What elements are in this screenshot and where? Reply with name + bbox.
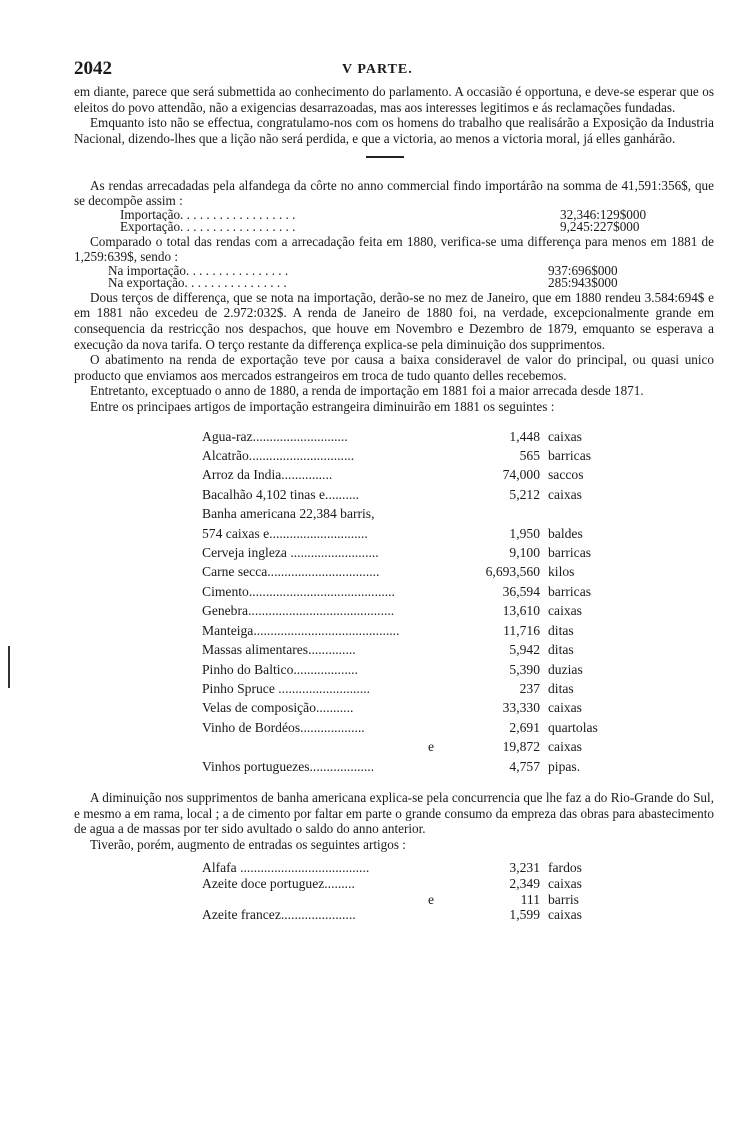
- article-name: Pinho Spruce ...........................: [202, 680, 371, 696]
- article-unit: kilos: [548, 564, 575, 580]
- article-name: Cerveja ingleza ..........................: [202, 545, 379, 561]
- article-name: Massas alimentares..............: [202, 642, 356, 658]
- revenue-row: [74, 221, 714, 233]
- revenue-label: Importação. . . . . . . . . . . . . . . . . .: [120, 209, 296, 222]
- revenue-label: Exportação. . . . . . . . . . . . . . . . . .: [120, 221, 296, 234]
- article-amount: [442, 504, 540, 523]
- article-unit: caixas: [548, 486, 582, 502]
- table-row: [202, 524, 714, 543]
- page-header: [74, 58, 714, 84]
- article-amount: 3,231: [509, 860, 540, 876]
- table-row: [202, 562, 714, 581]
- article-unit: caixas: [548, 700, 582, 716]
- article-unit: ditas: [548, 622, 574, 638]
- article-amount: 237: [519, 680, 540, 696]
- table-row: [202, 485, 714, 504]
- paragraph: Comparado o total das rendas com a arrecadação feita em 1880, verifica-se uma differença para menos em 1881 de 1,259:639$, sendo :: [74, 233, 714, 265]
- table-row: [202, 621, 714, 640]
- article-amount: 13,610: [502, 603, 540, 619]
- table-row: [202, 907, 714, 923]
- decreased-imports-table: [202, 427, 714, 776]
- article-unit: barricas: [548, 545, 592, 561]
- article-name: Alcatrão...............................: [202, 448, 355, 464]
- article-amount: 1,448: [509, 428, 540, 444]
- difference-value: 937:696$000: [548, 263, 618, 279]
- article-amount: 5,942: [509, 642, 540, 658]
- article-name: Vinhos portuguezes...................: [202, 758, 375, 774]
- paragraph: As rendas arrecadadas pela alfandega da côrte no anno commercial findo importárão na somma de 41,591:356$, que se decompõe assim :: [74, 177, 714, 209]
- article-unit: barricas: [548, 583, 592, 599]
- article-amount: 2,349: [509, 875, 540, 891]
- article-unit: caixas: [548, 603, 582, 619]
- article-amount: 5,390: [509, 661, 540, 677]
- article-amount: 74,000: [502, 467, 540, 483]
- table-row: [202, 465, 714, 484]
- article-name: e: [427, 739, 434, 755]
- article-amount: 9,100: [509, 545, 540, 561]
- article-name: e: [427, 891, 434, 907]
- article-name: Vinho de Bordéos...................: [202, 719, 365, 735]
- article-unit: caixas: [548, 428, 582, 444]
- article-name: Arroz da India...............: [202, 467, 333, 483]
- article-amount: 6,693,560: [485, 564, 540, 580]
- paragraph: O abatimento na renda de exportação teve por causa a baixa consideravel de valor do principal, ou quasi unico producto que enviamos aos mercados estrangeiros em troca de tudo quanto delles recebemos.: [74, 352, 714, 383]
- paragraph: Emquanto isto não se effectua, congratulamo-nos com os homens do trabalho que realisárão a Exposição da Industria Nacional, dizendo-lhes que a lição não será perdida, e que a victoria, ao menos a victoria moral, já elles ganhárão.: [74, 115, 714, 146]
- article-name: Pinho do Baltico...................: [202, 661, 358, 677]
- article-unit: caixas: [548, 907, 582, 923]
- article-amount: 4,757: [509, 758, 540, 774]
- article-name: 574 caixas e.............................: [202, 525, 368, 541]
- article-unit: quartolas: [548, 719, 598, 735]
- revenue-value: 9,245:227$000: [560, 219, 640, 235]
- difference-row: [74, 265, 714, 277]
- table-row: [202, 860, 714, 876]
- article-name: Bacalhão 4,102 tinas e..........: [202, 486, 360, 502]
- table-row: [202, 504, 714, 523]
- increased-imports-table: [202, 860, 714, 922]
- article-name: Velas de composição...........: [202, 700, 354, 716]
- article-name: Azeite doce portuguez.........: [202, 875, 355, 891]
- article-unit: saccos: [548, 467, 584, 483]
- running-title: V PARTE.: [342, 62, 413, 77]
- table-row: [202, 876, 714, 892]
- page-number: 2042: [74, 58, 112, 79]
- table-row: [202, 718, 714, 737]
- table-row: [202, 737, 714, 756]
- article-name: Azeite francez......................: [202, 907, 356, 923]
- article-name: Banha americana 22,384 barris,: [202, 506, 375, 522]
- spacer: [74, 170, 714, 178]
- paragraph: Entretanto, exceptuado o anno de 1880, a renda de importação em 1881 foi a maior arrecada desde 1871.: [90, 383, 644, 399]
- difference-value: 285:943$000: [548, 275, 618, 291]
- article-unit: pipas.: [548, 758, 581, 774]
- article-name: Manteiga...........................................: [202, 622, 400, 638]
- difference-label: Na exportação. . . . . . . . . . . . . . . .: [108, 277, 287, 290]
- article-unit: [540, 504, 548, 523]
- article-unit: caixas: [548, 739, 582, 755]
- article-unit: duzias: [548, 661, 583, 677]
- article-unit: caixas: [548, 875, 582, 891]
- article-amount: 1,599: [509, 907, 540, 923]
- spacer: [74, 776, 714, 790]
- table-row: [202, 640, 714, 659]
- article-name: Carne secca.................................: [202, 564, 380, 580]
- table-row: [202, 601, 714, 620]
- article-amount: 36,594: [502, 583, 540, 599]
- paragraph: Tiverão, porém, augmento de entradas os seguintes artigos :: [90, 836, 406, 852]
- revenue-value: 32,346:129$000: [560, 207, 647, 223]
- article-name: Cimento...........................................: [202, 583, 395, 599]
- table-row: [202, 543, 714, 562]
- article-unit: fardos: [548, 860, 582, 876]
- table-row: [202, 698, 714, 717]
- article-amount: 565: [519, 448, 540, 464]
- table-row: [202, 446, 714, 465]
- article-unit: barricas: [548, 448, 592, 464]
- table-row: [202, 582, 714, 601]
- margin-mark: [8, 646, 10, 688]
- article-amount: 19,872: [502, 739, 540, 755]
- paragraph: A diminuição nos supprimentos de banha americana explica-se pela concurrencia que lhe faz a do Rio-Grande do Sul, e mesmo a em rama, local ; a de cimento por faltar em parte o grande consumo da empreza das obras para abastecimento de agua a de massas por ter sido avultado o saldo do anno anterior.: [74, 789, 714, 837]
- article-amount: 111: [520, 891, 540, 907]
- table-row: [202, 757, 714, 776]
- table-row: [202, 679, 714, 698]
- difference-row: [74, 277, 714, 289]
- article-amount: 5,212: [509, 486, 540, 502]
- difference-label: Na importação. . . . . . . . . . . . . . . .: [108, 265, 289, 278]
- article-amount: 11,716: [503, 622, 540, 638]
- article-name: Genebra...........................................: [202, 603, 395, 619]
- table-row: [202, 660, 714, 679]
- paragraph: em diante, parece que será submettida ao conhecimento do parlamento. A occasião é opportuna, e deve-se esperar que os eleitos do povo attendão, não a exigencias desarrazoadas, mas aos interesses legitimos e ás reclamações fundadas.: [74, 84, 714, 115]
- table-row: [202, 427, 714, 446]
- document-page: [74, 58, 714, 923]
- article-amount: 2,691: [509, 719, 540, 735]
- article-amount: 33,330: [502, 700, 540, 716]
- section-divider: [366, 156, 404, 158]
- article-unit: ditas: [548, 680, 574, 696]
- article-name: Alfafa ......................................: [202, 860, 370, 876]
- paragraph: Entre os principaes artigos de importação estrangeira diminuirão em 1881 os seguintes :: [90, 399, 555, 415]
- article-unit: barris: [548, 891, 579, 907]
- article-name: Agua-raz............................: [202, 428, 348, 444]
- article-amount: 1,950: [509, 525, 540, 541]
- paragraph: Dous terços de differença, que se nota na importação, derão-se no mez de Janeiro, que em 1880 rendeu 3.584:694$ e em 1881 não excedeu de 2.972:032$. A renda de Janeiro de 1880 foi, na verdade, excepcionalmente grande em consequencia da restricção nos despachos, que houve em Novembro e Dezembro de 1879, emquanto se esperava a execução da nova tarifa. O terço restante da differença explica-se pela diminuição dos supprimentos.: [74, 289, 714, 352]
- article-unit: baldes: [548, 525, 583, 541]
- table-row: [202, 892, 714, 908]
- article-unit: ditas: [548, 642, 574, 658]
